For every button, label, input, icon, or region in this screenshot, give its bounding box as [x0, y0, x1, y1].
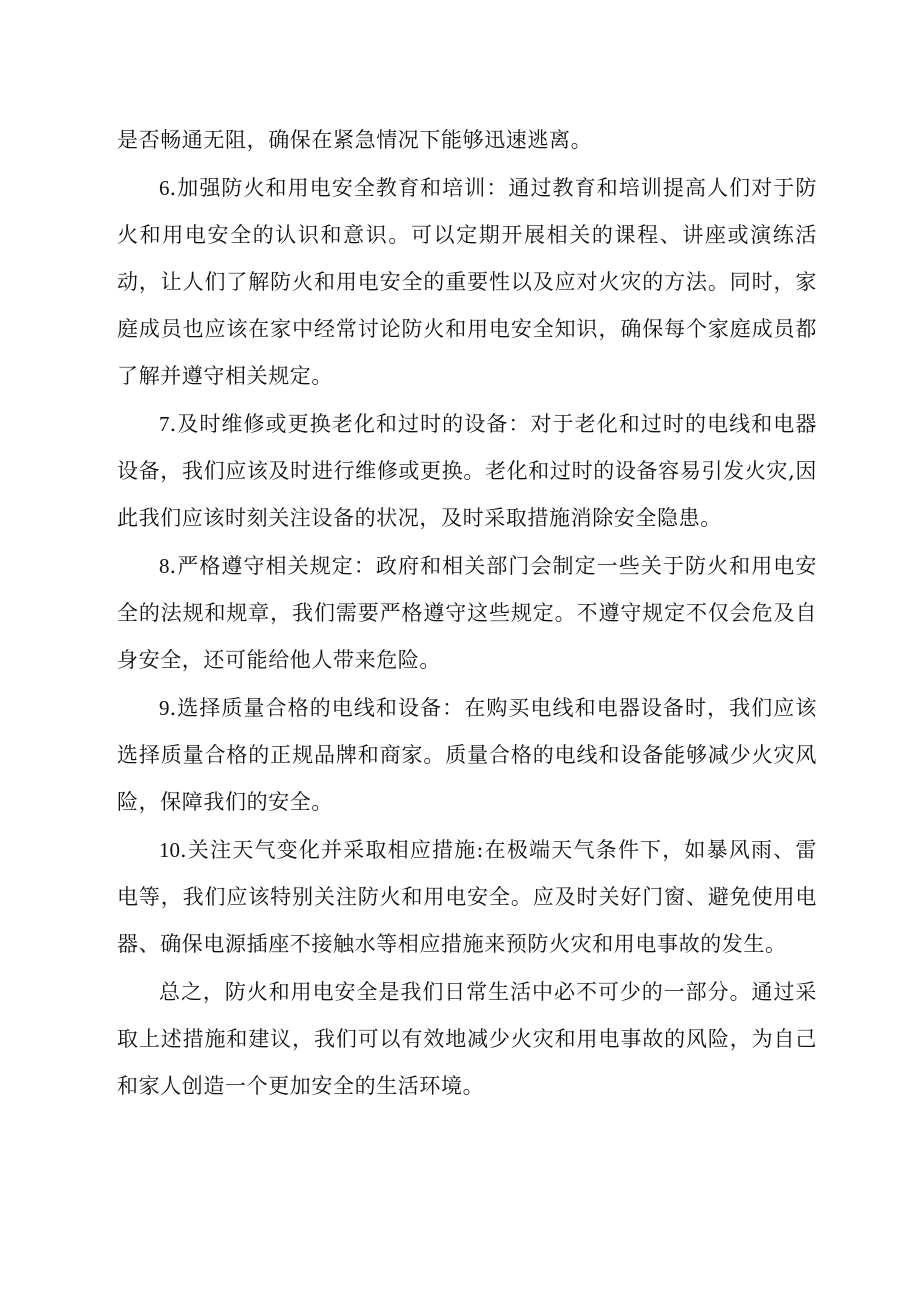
paragraph-text: 总之，防火和用电安全是我们日常生活中必不可少的一部分。通过采取上述措施和建议，我们可以有效地减少火灾和用电事故的风险，为自己和家人创造一个更加安全的生活环境。	[117, 980, 817, 1098]
item-number: 9	[159, 696, 170, 720]
paragraph-continuation	[117, 117, 817, 164]
paragraph-item-6	[117, 165, 817, 400]
item-number: 6	[159, 176, 170, 200]
paragraph-text: .及时维修或更换老化和过时的设备：对于老化和过时的电线和电器设备，我们应该及时进行维修或更换。老化和过时的设备容易引发火灾,因此我们应该时刻关注设备的状况，及时采取措施消除安全隐患。	[117, 412, 817, 530]
paragraph-text: 是否畅通无阻，确保在紧急情况下能够迅速逃离。	[117, 128, 593, 152]
item-number: 8	[159, 554, 170, 578]
paragraph-item-10	[117, 827, 817, 968]
paragraph-summary	[117, 969, 817, 1110]
item-number: 10	[159, 838, 180, 862]
paragraph-item-8	[117, 543, 817, 684]
paragraph-text: .关注天气变化并采取相应措施:在极端天气条件下，如暴风雨、雷电等，我们应该特别关注防火和用电安全。应及时关好门窗、避免使用电器、确保电源插座不接触水等相应措施来预防火灾和用电事故的发生。	[117, 838, 817, 956]
item-number: 7	[159, 412, 170, 436]
document-body	[117, 117, 817, 1111]
paragraph-text: .选择质量合格的电线和设备：在购买电线和电器设备时，我们应该选择质量合格的正规品牌和商家。质量合格的电线和设备能够减少火灾风险，保障我们的安全。	[117, 696, 817, 814]
paragraph-item-7	[117, 401, 817, 542]
paragraph-text: .加强防火和用电安全教育和培训：通过教育和培训提高人们对于防火和用电安全的认识和意识。可以定期开展相关的课程、讲座或演练活动，让人们了解防火和用电安全的重要性以及应对火灾的方法。同时，家庭成员也应该在家中经常讨论防火和用电安全知识，确保每个家庭成员都了解并遵守相关规定。	[117, 176, 817, 388]
paragraph-item-9	[117, 685, 817, 826]
paragraph-text: .严格遵守相关规定：政府和相关部门会制定一些关于防火和用电安全的法规和规章，我们需要严格遵守这些规定。不遵守规定不仅会危及自身安全，还可能给他人带来危险。	[117, 554, 817, 672]
